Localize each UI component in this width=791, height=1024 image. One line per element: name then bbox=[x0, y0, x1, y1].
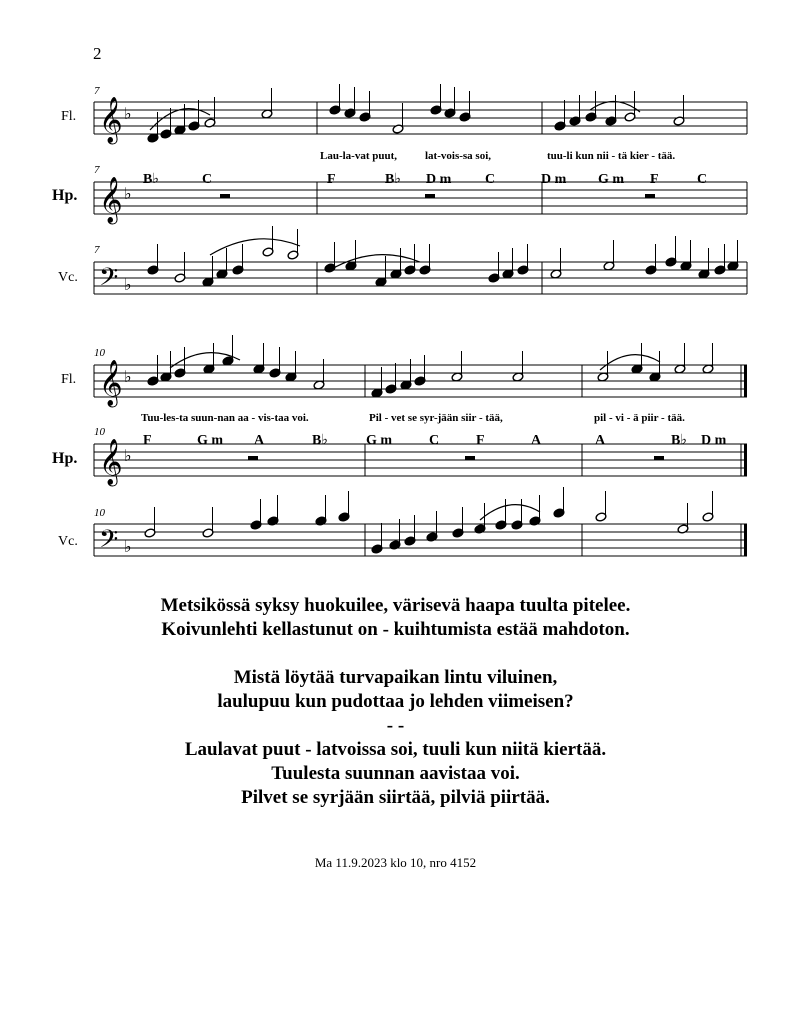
chord-symbol: B♭ bbox=[312, 433, 328, 448]
verse-line: Metsikössä syksy huokuilee, värisevä haapa tuulta pitelee. bbox=[160, 595, 631, 616]
measure-number: 7 bbox=[94, 164, 100, 176]
treble-clef-icon: 𝄞 bbox=[99, 177, 123, 222]
chord-symbol: D m bbox=[701, 433, 727, 448]
chord-symbol: C bbox=[485, 172, 496, 187]
chord-symbol: G m bbox=[197, 433, 224, 448]
slur bbox=[480, 505, 540, 520]
lyrics-verses bbox=[0, 594, 791, 834]
measure-number: 7 bbox=[94, 244, 100, 256]
rest-icon bbox=[220, 194, 230, 198]
chord-symbol: F bbox=[327, 172, 336, 187]
harp-label: Hp. bbox=[52, 187, 78, 204]
measure-number: 10 bbox=[94, 426, 105, 438]
slur bbox=[600, 355, 660, 370]
verse-line: Koivunlehti kellastunut on - kuihtumista estää mahdoton. bbox=[161, 619, 630, 640]
chord-symbol: D m bbox=[426, 172, 452, 187]
rest-icon bbox=[645, 194, 655, 198]
rest-icon bbox=[465, 456, 475, 460]
rest-icon bbox=[248, 456, 258, 460]
chord-symbol: C bbox=[697, 172, 708, 187]
verse-line: Tuulesta suunnan aavistaa voi. bbox=[271, 763, 520, 784]
lyric-line: tuu-li kun nii - tä kier - tää. bbox=[547, 150, 676, 162]
lyric-line: pil - vi - ä piir - tää. bbox=[594, 412, 685, 424]
page-number: 2 bbox=[93, 44, 102, 63]
flat-icon: ♭ bbox=[124, 369, 132, 386]
harp-label: Hp. bbox=[52, 450, 78, 467]
verse-line: Pilvet se syrjään siirtää, pilviä piirtää. bbox=[241, 787, 550, 808]
chord-symbol: B♭ bbox=[385, 172, 401, 187]
chord-symbol: G m bbox=[366, 433, 393, 448]
chord-symbol: A bbox=[254, 433, 265, 448]
chord-symbol: D m bbox=[541, 172, 567, 187]
verse-stanza bbox=[0, 594, 791, 642]
lyric-line: Pil - vet se syr-jään siir - tää, bbox=[369, 412, 503, 424]
lyric-line: lat-vois-sa soi, bbox=[425, 150, 491, 162]
final-barline bbox=[744, 365, 747, 397]
chord-symbol: A bbox=[595, 433, 606, 448]
final-barline bbox=[744, 444, 747, 476]
lyric-line: Tuu-les-ta suun-nan aa - vis-taa voi. bbox=[141, 412, 309, 424]
final-barline bbox=[744, 524, 747, 556]
measure-number: 7 bbox=[94, 85, 100, 97]
chord-symbol: B♭ bbox=[143, 172, 159, 187]
chord-symbol: G m bbox=[598, 172, 625, 187]
verse-line: Mistä löytää turvapaikan lintu viluinen, bbox=[233, 667, 558, 688]
chord-symbol: F bbox=[476, 433, 485, 448]
rest-icon bbox=[654, 456, 664, 460]
verse-line: laulupuu kun pudottaa jo lehden viimeisen? bbox=[217, 691, 574, 712]
chord-symbol: F bbox=[143, 433, 152, 448]
flat-icon: ♭ bbox=[124, 277, 132, 294]
verse-stanza bbox=[0, 666, 791, 810]
chord-symbol: B♭ bbox=[671, 433, 687, 448]
flat-icon: ♭ bbox=[124, 106, 132, 123]
cello-label: Vc. bbox=[58, 534, 78, 549]
measure-number: 10 bbox=[94, 347, 105, 359]
verse-line: - - bbox=[386, 715, 405, 736]
slur bbox=[210, 239, 300, 255]
lyric-line: Lau-la-vat puut, bbox=[320, 150, 398, 162]
treble-clef-icon: 𝄞 bbox=[99, 97, 123, 142]
rest-icon bbox=[425, 194, 435, 198]
flat-icon: ♭ bbox=[124, 186, 132, 203]
treble-clef-icon: 𝄞 bbox=[99, 360, 123, 405]
flute-label: Fl. bbox=[61, 372, 77, 387]
chord-symbol: F bbox=[650, 172, 659, 187]
bass-clef-icon: 𝄢 bbox=[99, 526, 119, 559]
measure-number: 10 bbox=[94, 507, 105, 519]
chord-symbol: C bbox=[429, 433, 440, 448]
chord-symbol: A bbox=[531, 433, 542, 448]
verse-line: Laulavat puut - latvoissa soi, tuuli kun niitä kiertää. bbox=[184, 739, 607, 760]
cello-label: Vc. bbox=[58, 270, 78, 285]
bass-clef-icon: 𝄢 bbox=[99, 264, 119, 297]
treble-clef-icon: 𝄞 bbox=[99, 439, 123, 484]
flat-icon: ♭ bbox=[124, 539, 132, 556]
flute-label: Fl. bbox=[61, 109, 77, 124]
flat-icon: ♭ bbox=[124, 448, 132, 465]
chord-symbol: C bbox=[202, 172, 213, 187]
page-footer: Ma 11.9.2023 klo 10, nro 4152 bbox=[314, 855, 477, 870]
